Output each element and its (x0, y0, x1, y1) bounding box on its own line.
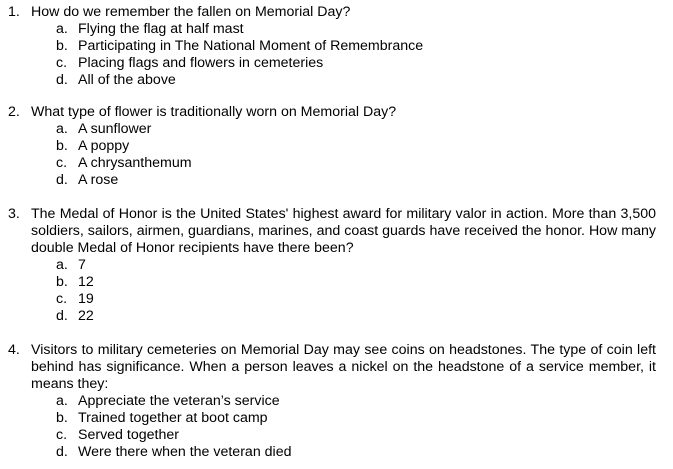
question-number: 1. (8, 4, 20, 20)
answer-option-d (8, 444, 656, 461)
option-letter: a. (56, 121, 68, 137)
option-letter: a. (56, 257, 68, 273)
question-1-prompt (8, 4, 656, 21)
answer-options (8, 121, 656, 189)
answer-option-c (8, 427, 656, 444)
option-text: Placing flags and flowers in cemeteries (78, 55, 324, 71)
option-text: Participating in The National Moment of Remembrance (78, 38, 424, 54)
question-3 (8, 206, 656, 325)
question-number: 4. (8, 342, 20, 358)
option-text: Appreciate the veteran’s service (78, 393, 280, 409)
answer-options (8, 257, 656, 325)
answer-option-c (8, 291, 656, 308)
answer-option-a (8, 393, 656, 410)
option-letter: c. (56, 155, 68, 171)
option-letter: d. (56, 444, 68, 460)
option-letter: d. (56, 72, 68, 88)
option-text: Served together (78, 427, 179, 443)
option-letter: b. (56, 410, 68, 426)
option-text: A sunflower (78, 121, 152, 137)
option-text: Trained together at boot camp (78, 410, 268, 426)
option-letter: c. (56, 427, 68, 443)
answer-option-d (8, 308, 656, 325)
answer-option-a (8, 257, 656, 274)
option-letter: c. (56, 291, 68, 307)
option-text: A chrysanthemum (78, 155, 192, 171)
option-letter: a. (56, 21, 68, 37)
option-letter: b. (56, 138, 68, 154)
option-letter: c. (56, 55, 68, 71)
question-4 (8, 342, 656, 461)
answer-option-a (8, 121, 656, 138)
answer-option-b (8, 274, 656, 291)
answer-options (8, 393, 656, 461)
option-text: A poppy (78, 138, 130, 154)
option-text: Were there when the veteran died (78, 444, 292, 460)
question-number: 3. (8, 206, 20, 222)
option-text: A rose (78, 172, 119, 188)
answer-option-b (8, 410, 656, 427)
answer-option-d (8, 72, 656, 89)
question-text: The Medal of Honor is the United States' highest award for military valor in action. More than 3,500 soldiers, sailors, airmen, guardians, marines, and coast guards have received the honor. How many double Medal of Honor recipients have there been? (31, 206, 656, 256)
option-text: All of the above (78, 72, 176, 88)
answer-option-c (8, 55, 656, 72)
option-text: 19 (78, 291, 94, 307)
answer-options (8, 21, 656, 89)
answer-option-b (8, 138, 656, 155)
option-text: 7 (78, 257, 86, 273)
option-letter: b. (56, 38, 68, 54)
answer-option-b (8, 38, 656, 55)
option-letter: a. (56, 393, 68, 409)
question-text: Visitors to military cemeteries on Memorial Day may see coins on headstones. The type of coin left behind has significance. When a person leaves a nickel on the headstone of a service member, it means they: (31, 342, 656, 392)
option-letter: d. (56, 308, 68, 324)
option-letter: d. (56, 172, 68, 188)
option-text: 22 (78, 308, 94, 324)
option-text: Flying the flag at half mast (78, 21, 244, 37)
question-2 (8, 104, 656, 189)
question-2-prompt (8, 104, 656, 121)
answer-option-d (8, 172, 656, 189)
option-text: 12 (78, 274, 94, 290)
question-3-prompt (8, 206, 656, 257)
question-number: 2. (8, 104, 20, 120)
question-4-prompt (8, 342, 656, 393)
answer-option-a (8, 21, 656, 38)
question-text: What type of flower is traditionally worn on Memorial Day? (31, 104, 397, 120)
answer-option-c (8, 155, 656, 172)
option-letter: b. (56, 274, 68, 290)
question-text: How do we remember the fallen on Memorial Day? (31, 4, 351, 20)
question-1 (8, 4, 656, 89)
